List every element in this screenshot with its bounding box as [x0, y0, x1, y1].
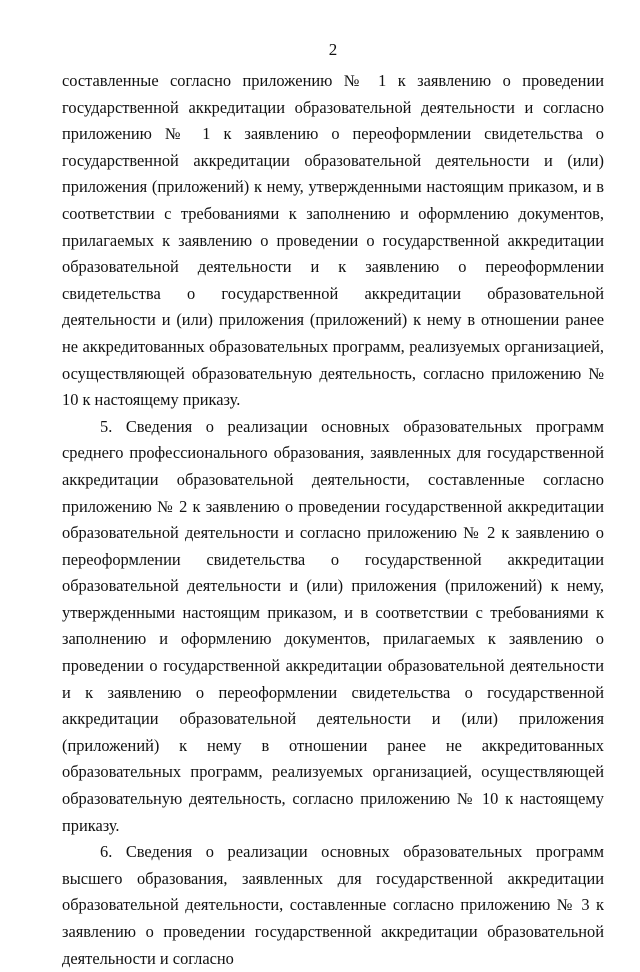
paragraph-item-6: 6. Сведения о реализации основных образовательных программ высшего образования, заявленных для государственной аккредитации образовательной деятельности, составленные согласно приложению № 3 к заявлению о проведении государственной аккредитации образовательной деятельности и согласно — [62, 842, 604, 968]
paragraph-continuation: составленные согласно приложению № 1 к заявлению о проведении государственной аккредитации образовательной деятельности и согласно приложению № 1 к заявлению о переоформлении свидетельства о государственной аккредитации образовательной деятельности и (или) приложения (приложений) к нему, утвержденными настоящим приказом, и в соответствии с требованиями к заполнению и оформлению документов, прилагаемых к заявлению о проведении о государственной аккредитации образовательной деятельности и к заявлению о переоформлении свидетельства о государственной аккредитации образовательной деятельности и (или) приложения (приложений) к нему в отношении ранее не аккредитованных образовательных программ, реализуемых организацией, осуществляющей образовательную деятельность, согласно приложению № 10 к настоящему приказу. — [62, 71, 604, 410]
paragraph-item-5: 5. Сведения о реализации основных образовательных программ среднего профессионального образования, заявленных для государственной аккредитации образовательной деятельности, составленные согласно приложению № 2 к заявлению о проведении государственной аккредитации образовательной деятельности и согласно приложению № 2 к заявлению о переоформлении свидетельства о государственной аккредитации образовательной деятельности и (или) приложения (приложений) к нему, утвержденными настоящим приказом, и в соответствии с требованиями к заполнению и оформлению документов, прилагаемых к заявлению о проведении о государственной аккредитации образовательной деятельности и к заявлению о переоформлении свидетельства о государственной аккредитации образовательной деятельности и (или) приложения (приложений) к нему в отношении ранее не аккредитованных образовательных программ, реализуемых организацией, осуществляющей образовательную деятельность, согласно приложению № 10 к настоящему приказу. — [62, 416, 604, 835]
page-number: 2 — [328, 40, 338, 59]
